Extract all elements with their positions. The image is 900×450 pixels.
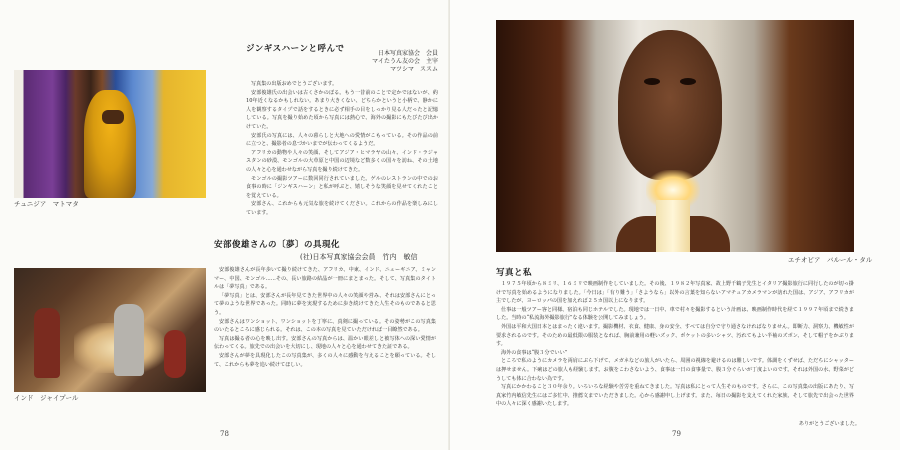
paragraph: 安部俊雄氏の出会いは古くさかのぼる。もう一昔前のことで定かではないが、約10年近くなるかもしれない。あまり大きくない、どちらかというと小柄で、静かに人を観察するタイプで話をするときに必ず相手の目をしっかり見る人だったと記憶している。写真を撮り始めた頃から写真には熱心で、海外の撮影にもたびたび出かけていた。: [246, 89, 438, 130]
photo-subject-eye: [644, 78, 660, 85]
photo-ethiopia: [496, 20, 854, 252]
photo-figure: [164, 330, 186, 378]
article2-title: 安部俊雄さんの〔夢〕の具現化: [214, 240, 341, 250]
photo-tunisia: [14, 70, 206, 198]
article1-title: ジンギスハーンと呼んで: [246, 44, 345, 54]
section-title: 写真と私: [496, 268, 533, 278]
article1-author: [300, 50, 438, 74]
right-page: [450, 0, 900, 450]
caption-ethiopia: エチオピア バルール・タル: [788, 256, 873, 264]
paragraph: 安部さんが夢を具現化したこの写真集が、多くの人々に感動を与えることを願っている。そして、これからも夢を追い続けてほしい。: [214, 352, 436, 368]
candle: [656, 200, 690, 252]
article1-author-line: マイたうん友の会 主宰: [372, 58, 438, 65]
photo-figure: [114, 304, 144, 376]
article2-body: [214, 266, 436, 422]
caption-tunisia: チュニジア マトマタ: [14, 200, 79, 208]
paragraph: 海外の食事は“腹３分でいい”: [501, 349, 568, 356]
article1-body: [246, 80, 438, 230]
paragraph: 安部俊雄さんが長年歩いて撮り続けてきた、アフリカ、中東、インド、ニューギニア、ミャンマー、中国、モンゴル……その、長い旅路の結晶が一冊にまとまった。そして、写真集のタイトルは「夢写真」である。: [214, 267, 436, 291]
photo-figure: [34, 308, 60, 378]
photo-subject-eye: [680, 78, 696, 85]
page-number-right: 79: [672, 430, 681, 438]
caption-india: インド ジャイプール: [14, 394, 79, 402]
paragraph: 写真にかかわること３０年余り。いろいろな経験や苦労を重ねてきました。写真は私にとって人生そのものです。さらに、この写真集の出版にあたり、写真家竹内敏信先生にはご多忙中、推薦文までいただきました。心から感謝申し上げます。また、毎日の撮影を支えてくれた家族、そして旅先で出会った世界中の人々に深く感謝いたします。: [496, 384, 854, 408]
paragraph: アフリカの動物や人々の笑顔、そしてアジア・ヒマラヤの山々、インド・ラジャスタンの砂漠、モンゴルの大草原と中国の辺境など数多くの国々を訪ね、その土地の人々と心を通わせながら写真を撮り続けてきた。: [246, 149, 438, 173]
photo-subject-face: [618, 30, 722, 180]
photo-subject: [84, 90, 136, 198]
paragraph: 仕事は一般ツアー客と同様、宿泊も同じホテルでした。現地では一日中、車で村々を撮影するという計画は、映画制作時代を経て１９９７年頃まで続きました。当時の“私流海外撮影旅行”なる体験を公開してみましょう。: [496, 306, 854, 322]
closing-line: ありがとうございました。: [798, 421, 860, 427]
photo-subject-eyes: [102, 110, 124, 124]
paragraph: 外国は平和大国日本とはまったく違います。撮影機材、衣食、健康、身の安全、すべては自分で守り通さなければなりません。即断力、洞察力、機敏性が要求されるのです。そのための最低限の服装となれば、胸前兼用の軽いズック、ポケットの多いシャツ、汚れてもよい半袖のズボン、そして帽子をかぶります。: [496, 323, 854, 348]
paragraph: 写真集の出版おめでとうございます。: [251, 81, 338, 87]
right-body: [496, 280, 854, 422]
paragraph: 安部さんはワンショット、ワンショットを丁寧に、真剣に撮っている。その姿勢がこの写真集のいたるところに感じられる。それは、この本の写真を見ていただければ一目瞭然である。: [214, 318, 436, 334]
paragraph: 写真は撮る者の心を映し出す。安部さんの写真からは、温かい眼差しと被写体への深い愛情が伝わってくる。旅先での出会いを大切にし、現地の人々と心を通わせてきた証である。: [214, 335, 436, 351]
paragraph: 安部氏の写真には、人々の暮らしと大地への愛情がこもっている。その作品の前に立つと、撮影者の息づかいまでが伝わってくるようだ。: [246, 132, 438, 148]
paragraph: ところで私のようにカメラを両肩にぶら下げて、メガネなどの旅人がいたら、周囲の視線を避けるのは難しいです。体調をくずせば、ただちにシャッターは押せません。下痢はどの旅人も経験します。お腹をこわさないよう、食事は一日の食事量で、腹３分ぐらいが丁度よいのです。それは外国の水、野菜がどうしても体に合わない為です。: [496, 358, 854, 382]
photo-india: [14, 268, 206, 392]
paragraph: １９７５年頃から８ミリ、１６ミリで映画制作をしていました。その後、１９８２年写真家、故上野千鶴子先生とイタリア撮影旅行に同行したのが切っ掛けで写真を始めるようになりました。「今日は」「有り難う」「さようなら」以外の言葉を知らないアマチュアカメラマンが訪れた国は、アジア、アフリカが主でしたが、ヨーロッパの国を加えれば２５カ国以上になります。: [496, 281, 854, 305]
article2-author: (社)日本写真家協会会員 竹内 敏信: [300, 253, 418, 261]
paragraph: モンゴルの撮影ツアーに数回同行されていました。ゲルのレストランの中でのお食事の時に「ジンギスハーン」と私が呼ぶと、嬉しそうな笑顔を見せてくれたことを覚えている。: [246, 175, 438, 199]
article1-author-line: マツシマ ススム: [390, 66, 438, 73]
article1-author-line: 日本写真家協会 会員: [377, 50, 438, 57]
paragraph: 「夢写真」とは、安部さんが長年見てきた世界中の人々の笑顔や営み、それは安部さんにとって夢のような世界であった。同時に夢を実現するために歩き続けてきた人生そのものであると思う。: [214, 292, 436, 316]
paragraph: 安部さん、これからも元気な旅を続けてください。これからの作品を楽しみにしています。: [246, 201, 438, 216]
page-number-left: 78: [220, 430, 229, 438]
